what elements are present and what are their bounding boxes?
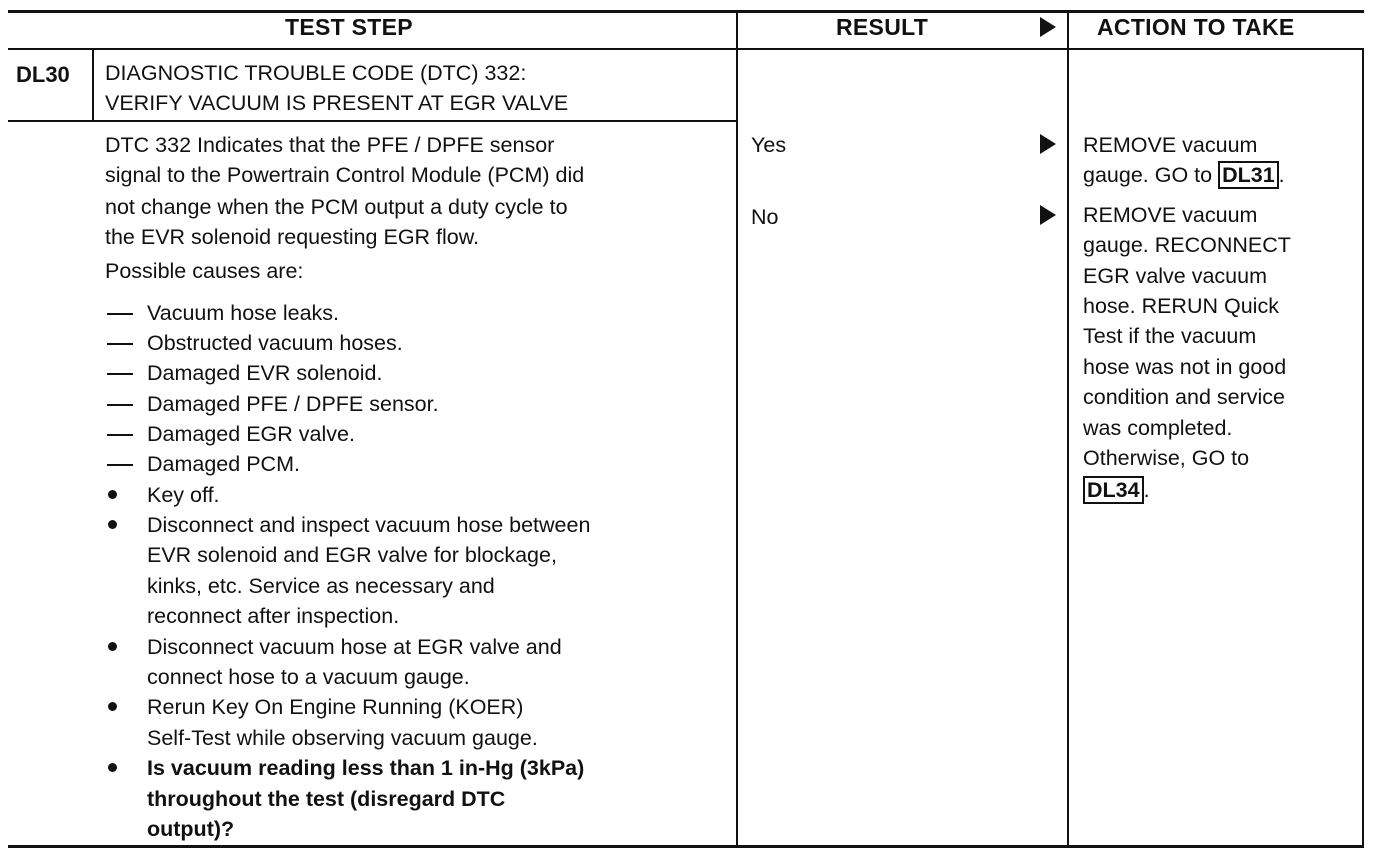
cause-item: Vacuum hose leaks. [107,298,339,328]
header-result: RESULT [836,14,929,40]
procedure-step: Rerun Key On Engine Running (KOER) [147,695,524,719]
procedure-step: EVR solenoid and EGR valve for blockage, [147,543,557,567]
procedure-step: Disconnect vacuum hose at EGR valve and [147,635,562,659]
action-no-line: Test if the vacuum [1083,324,1257,348]
action-no-line: Otherwise, GO to [1083,446,1250,470]
cause-item: Damaged PFE / DPFE sensor. [107,389,439,419]
action-no-line: condition and service [1083,385,1285,409]
cause-item: Damaged EGR valve. [107,419,355,449]
column-divider-result [736,12,738,846]
column-divider-step-id [92,50,94,122]
possible-causes-label: Possible causes are: [105,259,304,283]
result-yes: Yes [751,133,787,157]
action-no-line: hose was not in good [1083,355,1287,379]
column-divider-action [1067,12,1069,846]
procedure-step: connect hose to a vacuum gauge. [147,665,470,689]
question-line: Is vacuum reading less than 1 in-Hg (3kPa) [147,756,585,780]
result-no-arrow-icon [1040,205,1056,225]
title-underline [8,120,738,122]
procedure-step: reconnect after inspection. [147,604,400,628]
procedure-step: kinks, etc. Service as necessary and [147,574,495,598]
header-underline [8,48,1364,50]
ref-dl34-link[interactable]: DL34 [1083,476,1144,504]
description-line: DTC 332 Indicates that the PFE / DPFE sensor [105,133,555,157]
header-test-step: TEST STEP [285,14,413,40]
procedure-step: Disconnect and inspect vacuum hose between [147,513,591,537]
bullet-icon [108,702,117,711]
bullet-icon [108,490,117,499]
result-yes-arrow-icon [1040,134,1056,154]
procedure-step: Self-Test while observing vacuum gauge. [147,726,538,750]
ref-dl31-link[interactable]: DL31 [1218,161,1279,189]
action-no-line: gauge. RECONNECT [1083,233,1291,257]
procedure-step: Key off. [147,483,220,507]
cause-item: Damaged PCM. [107,449,300,479]
description-line: not change when the PCM output a duty cycle to [105,195,568,219]
step-id: DL30 [16,62,70,87]
action-no-line: EGR valve vacuum [1083,264,1268,288]
cause-item: Obstructed vacuum hoses. [107,328,403,358]
description-line: the EVR solenoid requesting EGR flow. [105,225,480,249]
step-title-line1: DIAGNOSTIC TROUBLE CODE (DTC) 332: [105,61,527,85]
step-title-line2: VERIFY VACUUM IS PRESENT AT EGR VALVE [105,91,569,115]
table-right-border [1362,48,1364,846]
header-arrow-icon [1040,17,1056,37]
action-yes-line: REMOVE vacuum [1083,133,1258,157]
result-no: No [751,205,779,229]
action-no-line: REMOVE vacuum [1083,203,1258,227]
action-no-line: hose. RERUN Quick [1083,294,1279,318]
action-no-line: was completed. [1083,416,1233,440]
action-no-ref-line: DL34 . [1083,475,1150,505]
bullet-icon [108,642,117,651]
header-action: ACTION TO TAKE [1097,14,1295,40]
cause-item: Damaged EVR solenoid. [107,358,382,388]
question-line: throughout the test (disregard DTC [147,787,506,811]
description-line: signal to the Powertrain Control Module (PCM) did [105,163,585,187]
action-yes-line: gauge. GO to DL31 . [1083,163,1285,187]
bullet-icon [108,520,117,529]
bullet-icon [108,763,117,772]
question-line: output)? [147,817,235,841]
